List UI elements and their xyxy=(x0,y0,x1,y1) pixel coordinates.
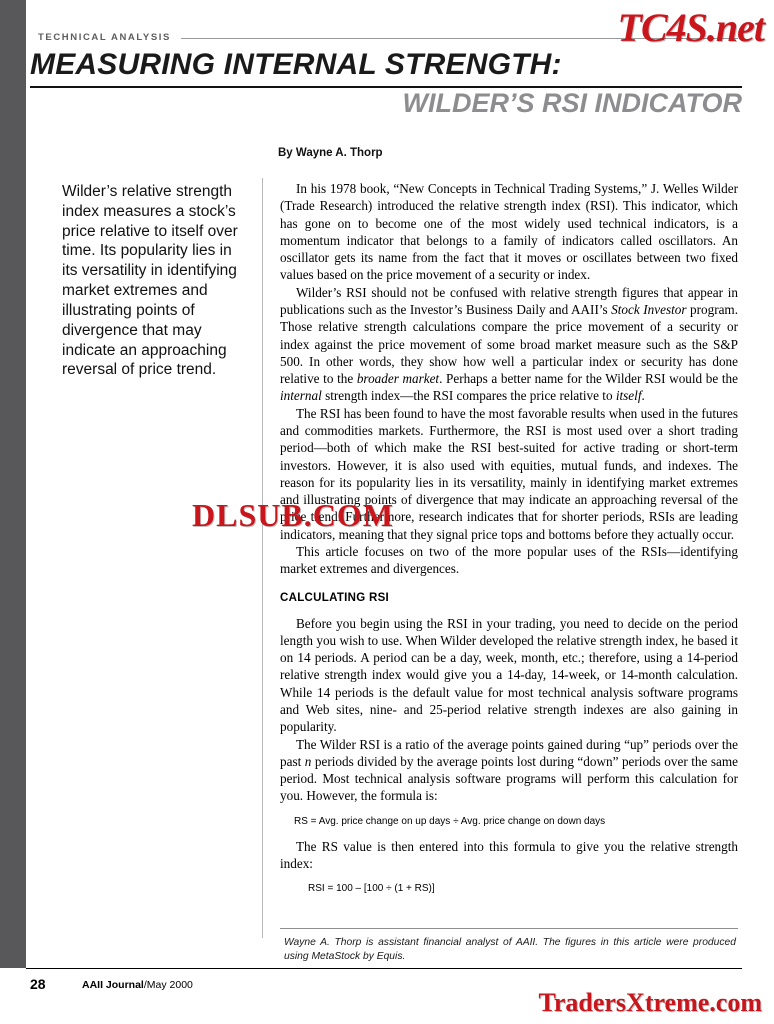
article-body xyxy=(280,180,738,905)
paragraph-2-part-e: . xyxy=(641,388,645,404)
formula-rs: RS = Avg. price change on up days ÷ Avg. price change on down days xyxy=(294,815,606,827)
paragraph-6 xyxy=(280,736,738,805)
paragraph-6-italic-1: n xyxy=(304,753,312,769)
paragraph-6-part-a: The Wilder RSI is a ratio of the average points gained during “up” periods over the past xyxy=(280,736,738,769)
watermark-dlsub: DLSUB.COM xyxy=(192,497,394,533)
article-deck: Wilder’s relative strength index measures a stock’s price relative to itself over time. Its popularity lies in its versatility in identifying market extremes and illustrating points of divergence that may indicate an approaching reversal of price trend. xyxy=(62,183,238,379)
left-gutter-bar xyxy=(0,0,26,968)
paragraph-2-italic-2: broader market xyxy=(356,371,440,387)
paragraph-5: Before you begin using the RSI in your trading, you need to decide on the period length you wish to use. When Wilder developed the relative strength index, he based it on 14 periods. A period can be a day, week, month, etc.; therefore, using a 14-period relative strength index would give you a 14-day, 14-week, or 14-month calculation. While 14 periods is the default value for most technical analysis software programs and Web sites, nine- and 25-period relative strength indexes are also gaining in popularity. xyxy=(280,615,738,735)
footer-publication-name: AAII Journal xyxy=(82,979,144,991)
watermark-tradersxtreme: TradersXtreme.com xyxy=(538,988,762,1017)
paragraph-2-italic-4: itself xyxy=(615,388,642,404)
column-divider xyxy=(262,178,263,938)
paragraph-2-part-a: Wilder’s RSI should not be confused with relative strength figures that appear in publications such as the Investor’s Business Daily and AAII’s xyxy=(280,284,738,317)
page-number: 28 xyxy=(30,976,46,992)
subheading-calculating-rsi: CALCULATING RSI xyxy=(280,592,390,605)
footer-rule xyxy=(26,968,742,969)
watermark-tc4s: TC4S.net xyxy=(617,5,764,50)
paragraph-6-part-b: periods divided by the average points lost during “down” periods over the same period. Most technical analysis software programs will perform this calculation for you. However, the formula is: xyxy=(280,753,738,804)
formula-rsi: RSI = 100 – [100 ÷ (1 + RS)] xyxy=(308,883,435,895)
paragraph-7: The RS value is then entered into this formula to give you the relative strength index: xyxy=(280,838,738,871)
paragraph-4: This article focuses on two of the more popular uses of the RSIs—identifying market extremes and divergences. xyxy=(280,543,738,577)
kicker-label: TECHNICAL ANALYSIS xyxy=(38,32,171,43)
paragraph-2-part-d: strength index—the RSI compares the price relative to xyxy=(321,388,616,404)
footer-issue: /May 2000 xyxy=(143,979,193,991)
paragraph-2-part-c: . Perhaps a better name for the Wilder RSI would be the xyxy=(439,371,738,387)
paragraph-2 xyxy=(280,284,738,405)
paragraph-3: The RSI has been found to have the most favorable results when used in the futures and commodities markets. Furthermore, the RSI is most used over a short trading period—both of which make the RSI best-suited for active trading or short-term investors. However, it is also used with equities, mutual funds, and indexes. The reason for its popularity lies in its versatility, mainly in identifying market extremes and illustrating points of divergence that may indicate an approaching reversal of the price trend. Furthermore, research indicates that for shorter periods, RSIs are leading indicators, meaning that they signal price tops and bottoms before they actually occur. xyxy=(280,405,738,542)
paragraph-1: In his 1978 book, “New Concepts in Technical Trading Systems,” J. Welles Wilder (Trade Research) introduced the relative strength index (RSI). This indicator, which has gone on to become one of the most widely used technical indicators, is a momentum indicator that belongs to a family of indicators called oscillators. An oscillator gets its name from the fact that it moves or oscillates between two fixed values based on the price movement of a security or index. xyxy=(280,181,738,283)
page-title: MEASURING INTERNAL STRENGTH: xyxy=(30,48,562,81)
paragraph-2-italic-3: internal xyxy=(280,388,322,404)
footnote-rule xyxy=(280,928,738,929)
author-footnote: Wayne A. Thorp is assistant financial analyst of AAII. The figures in this article were produced using MetaStock by Equis. xyxy=(284,937,736,962)
paragraph-2-part-b: program. Those relative strength calculations compare the price movement of a security or index against the price movement of some broad market measure such as the S&P 500. In other words, they show how well a particular index or security has done relative to the xyxy=(280,301,738,387)
paragraph-2-italic-1: Stock Investor xyxy=(611,301,687,317)
footer-publication xyxy=(82,979,193,991)
page-subtitle: WILDER’S RSI INDICATOR xyxy=(402,88,742,118)
byline: By Wayne A. Thorp xyxy=(278,147,383,159)
